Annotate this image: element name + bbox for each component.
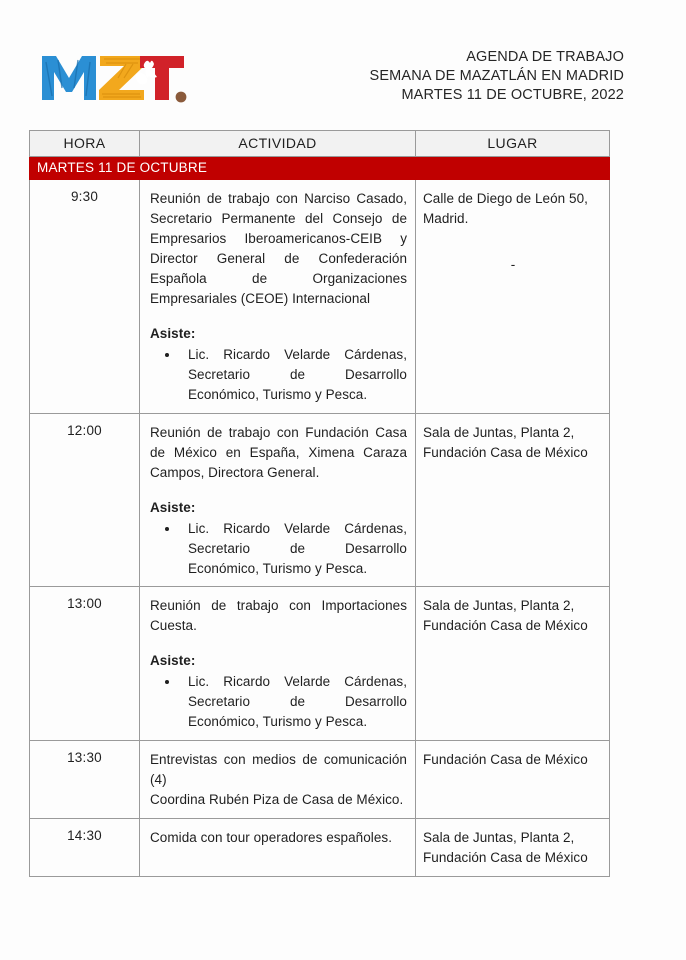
cell-hora: 14:30 xyxy=(30,819,140,877)
cell-actividad xyxy=(140,180,416,414)
lugar-text: Sala de Juntas, Planta 2, Fundación Casa de México xyxy=(423,830,588,866)
cell-lugar xyxy=(416,819,610,877)
cell-lugar xyxy=(416,413,610,587)
activity-description: Reunión de trabajo con Narciso Casado, Secretario Permanente del Consejo de Empresarios Iberoamericanos-CEIB y Director General de Confederación Española de Organizaciones Empresariales (CEOE) Internacional xyxy=(150,191,407,306)
table-header-row xyxy=(30,131,610,157)
activity-description: Entrevistas con medios de comunicación (4) xyxy=(150,752,407,788)
cell-hora: 13:00 xyxy=(30,587,140,741)
column-header-actividad: ACTIVIDAD xyxy=(140,131,416,157)
cell-lugar xyxy=(416,180,610,414)
lugar-text: Fundación Casa de México xyxy=(423,752,588,768)
title-line-1: AGENDA DE TRABAJO xyxy=(466,49,624,65)
cell-actividad xyxy=(140,819,416,877)
document-header xyxy=(0,44,686,118)
cell-hora: 13:30 xyxy=(30,741,140,819)
cell-actividad xyxy=(140,413,416,587)
agenda-table xyxy=(29,130,610,877)
cell-lugar xyxy=(416,587,610,741)
table-row xyxy=(30,819,610,877)
list-item: • Lic. Ricardo Velarde Cárdenas, Secretario de Desarrollo Económico, Turismo y Pesca. xyxy=(180,519,407,579)
list-item: • Lic. Ricardo Velarde Cárdenas, Secretario de Desarrollo Económico, Turismo y Pesca. xyxy=(180,672,407,732)
day-banner-row xyxy=(30,157,610,180)
activity-description: Comida con tour operadores españoles. xyxy=(150,830,392,846)
asiste-label: Asiste: xyxy=(150,653,196,669)
document-title-block xyxy=(370,48,625,105)
title-line-2: SEMANA DE MAZATLÁN EN MADRID xyxy=(369,68,624,85)
asiste-label: Asiste: xyxy=(150,499,196,515)
activity-description: Reunión de trabajo con Fundación Casa de México en España, Ximena Caraza Campos, Directora General. xyxy=(150,424,407,480)
asiste-list xyxy=(150,672,407,732)
lugar-text: Calle de Diego de León 50, Madrid. xyxy=(423,191,588,226)
table-row xyxy=(30,741,610,819)
column-header-hora: HORA xyxy=(30,131,140,157)
activity-description-2: Coordina Rubén Piza de Casa de México. xyxy=(150,792,404,808)
cell-lugar xyxy=(416,741,610,819)
asiste-label: Asiste: xyxy=(150,325,196,341)
cell-hora: 9:30 xyxy=(30,180,140,414)
title-line-3: MARTES 11 DE OCTUBRE, 2022 xyxy=(401,87,624,104)
lugar-extra: - xyxy=(510,256,516,272)
agenda-table-head xyxy=(30,131,610,157)
asiste-list xyxy=(150,519,407,579)
activity-description: Reunión de trabajo con Importaciones Cuesta. xyxy=(150,598,407,634)
lugar-text: Sala de Juntas, Planta 2, Fundación Casa de México xyxy=(423,598,588,634)
table-row xyxy=(30,413,610,587)
mzt-logo-graphic xyxy=(40,48,188,106)
column-header-lugar: LUGAR xyxy=(416,131,610,157)
table-row xyxy=(30,180,610,414)
asiste-list xyxy=(150,345,407,405)
day-banner-label: MARTES 11 DE OCTUBRE xyxy=(30,157,610,180)
list-item: • Lic. Ricardo Velarde Cárdenas, Secretario de Desarrollo Económico, Turismo y Pesca. xyxy=(180,345,407,405)
cell-actividad xyxy=(140,741,416,819)
logo-dot-icon xyxy=(176,92,187,103)
agenda-table-body xyxy=(30,157,610,877)
cell-actividad xyxy=(140,587,416,741)
table-row xyxy=(30,587,610,741)
logo-letter-m xyxy=(42,56,96,100)
lugar-text: Sala de Juntas, Planta 2, Fundación Casa de México xyxy=(423,424,588,460)
mzt-logo xyxy=(40,48,188,106)
cell-hora: 12:00 xyxy=(30,413,140,587)
